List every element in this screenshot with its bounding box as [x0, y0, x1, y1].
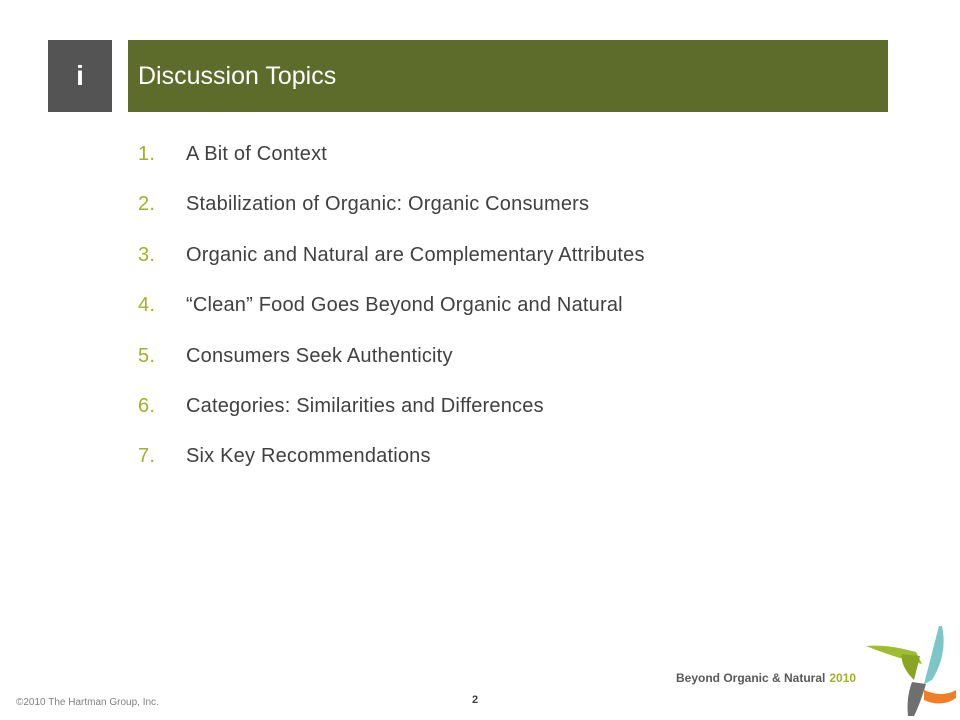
- list-item: [138, 395, 645, 445]
- list-item: [138, 294, 645, 344]
- page-number: 2: [472, 694, 479, 706]
- slide-title: Discussion Topics: [138, 61, 337, 90]
- topic-label: Consumers Seek Authenticity: [186, 344, 453, 367]
- brand-name: Beyond Organic & Natural: [676, 671, 826, 685]
- logo-orange-leaf: [924, 690, 956, 704]
- topic-number: 1.: [138, 143, 156, 165]
- list-item: [138, 445, 645, 495]
- topic-label: Organic and Natural are Complementary Attributes: [186, 243, 645, 266]
- topic-label: A Bit of Context: [186, 143, 328, 165]
- topic-list: [138, 143, 645, 496]
- topic-number: 5.: [138, 344, 156, 367]
- slide-title-bar: [128, 40, 888, 112]
- topic-number: 7.: [138, 445, 156, 468]
- section-marker: i: [48, 40, 112, 112]
- copyright-notice: ©2010 The Hartman Group, Inc.: [16, 697, 159, 708]
- logo-green-leaf-lower: [902, 654, 920, 680]
- topic-label: Stabilization of Organic: Organic Consumers: [186, 193, 590, 216]
- list-item: [138, 143, 645, 193]
- list-item: [138, 244, 645, 294]
- brand-tagline: [676, 671, 856, 685]
- topic-label: Six Key Recommendations: [186, 445, 431, 468]
- topic-label: Categories: Similarities and Differences: [186, 394, 544, 417]
- list-item: [138, 345, 645, 395]
- topic-label: “Clean” Food Goes Beyond Organic and Natural: [186, 294, 623, 317]
- logo-gray-leaf: [908, 682, 927, 716]
- topic-number: 2.: [138, 193, 156, 216]
- pinwheel-leaf-logo-icon: [866, 624, 956, 716]
- brand-year: 2010: [829, 671, 857, 685]
- logo-teal-leaf: [924, 626, 944, 684]
- topic-number: 6.: [138, 394, 156, 417]
- topic-number: 4.: [138, 294, 156, 317]
- topic-number: 3.: [138, 243, 156, 266]
- list-item: [138, 193, 645, 243]
